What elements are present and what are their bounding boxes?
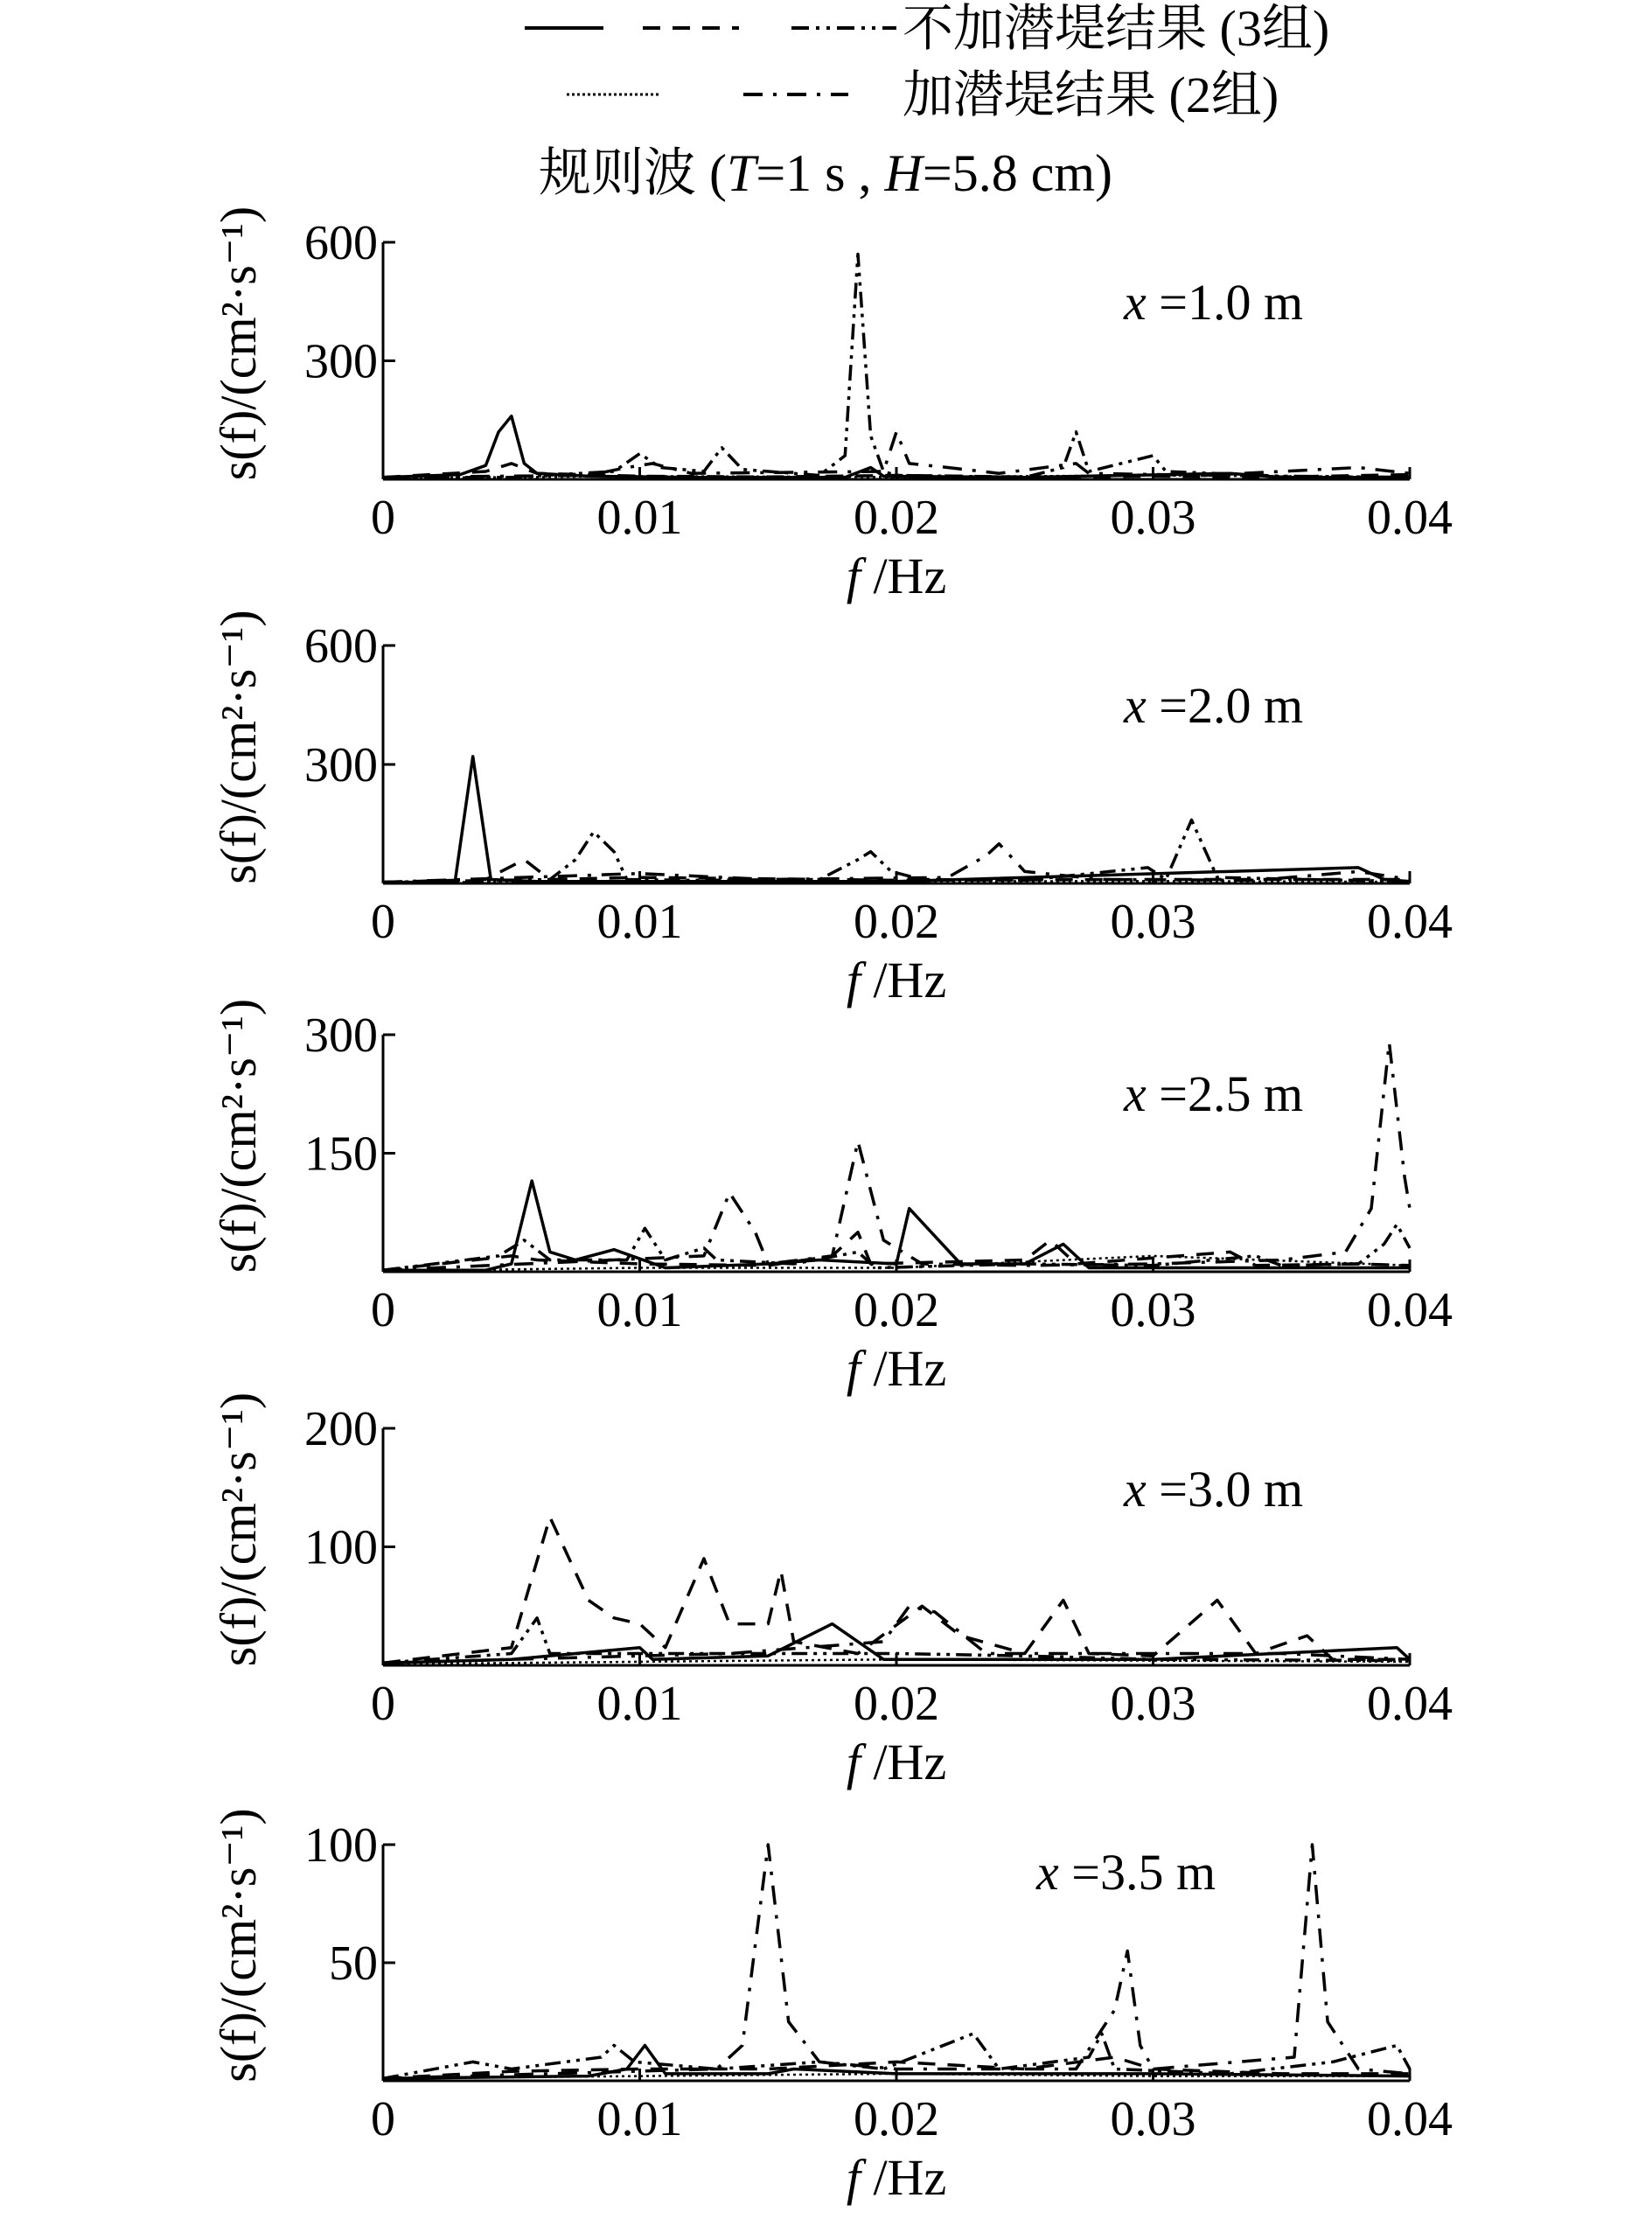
x-axis-unit: /Hz <box>860 952 947 1008</box>
series-line-dashed <box>383 1518 1410 1664</box>
y-axis-label: s(f)/(cm²·s⁻¹) <box>210 1808 267 2083</box>
x-tick-label: 0.03 <box>1110 2092 1196 2146</box>
series-line-dashdot <box>383 1845 1410 2078</box>
panel-position-var: x <box>1124 677 1147 734</box>
legend-label-group1: 不加潜堤结果 (3组) <box>903 0 1330 57</box>
legend <box>525 0 1329 123</box>
y-tick-label: 300 <box>304 738 378 792</box>
y-tick-label: 300 <box>304 334 378 389</box>
chart-panel-4 <box>210 1392 1453 1790</box>
x-tick-label: 0 <box>371 1283 395 1337</box>
chart-panel-1 <box>210 206 1453 604</box>
chart-panels <box>210 206 1453 2206</box>
panel-position-var: x <box>1124 1065 1147 1122</box>
y-tick-label: 600 <box>304 216 378 270</box>
y-axis-label: s(f)/(cm²·s⁻¹) <box>210 1392 267 1667</box>
x-tick-label: 0.02 <box>854 491 939 545</box>
x-axis-var: f <box>846 2149 861 2206</box>
panel-position-label <box>1123 274 1303 331</box>
y-tick-label: 600 <box>304 619 378 673</box>
y-tick-label: 50 <box>329 1936 378 1991</box>
chart-panel-3 <box>210 999 1453 1397</box>
y-axis-label: s(f)/(cm²·s⁻¹) <box>210 998 267 1273</box>
x-axis-label <box>847 1734 946 1790</box>
x-tick-label: 0.01 <box>596 1677 683 1731</box>
x-tick-label: 0.01 <box>596 1283 683 1337</box>
x-tick-label: 0.03 <box>1110 491 1196 545</box>
x-tick-label: 0.04 <box>1367 491 1453 545</box>
x-tick-label: 0.04 <box>1367 1283 1453 1337</box>
x-tick-label: 0.04 <box>1367 1677 1453 1731</box>
y-axis-label: s(f)/(cm²·s⁻¹) <box>210 206 267 481</box>
x-tick-label: 0.04 <box>1367 2092 1453 2146</box>
x-axis-var: f <box>846 952 861 1008</box>
x-tick-label: 0.03 <box>1110 895 1196 949</box>
x-tick-label: 0.03 <box>1110 1283 1196 1337</box>
subtitle-t-var: T <box>726 144 756 202</box>
y-axis-label: s(f)/(cm²·s⁻¹) <box>210 610 267 884</box>
panel-position-var: x <box>1036 1844 1059 1901</box>
x-axis-label <box>847 548 946 604</box>
x-tick-label: 0.02 <box>854 1283 939 1337</box>
y-tick-label: 150 <box>304 1127 378 1182</box>
panel-position-label <box>1035 1844 1216 1901</box>
subtitle-h-value: =5.8 cm) <box>922 144 1113 202</box>
x-tick-label: 0.03 <box>1110 1677 1196 1731</box>
chart-subtitle <box>539 144 1112 202</box>
x-axis-label <box>847 1340 946 1397</box>
x-tick-label: 0.01 <box>596 491 683 545</box>
panel-position-label <box>1123 1461 1303 1518</box>
x-axis-var: f <box>846 1340 861 1397</box>
panel-position-value: =2.5 m <box>1146 1065 1304 1122</box>
subtitle-t-value: =1 s , <box>756 144 885 202</box>
x-axis-unit: /Hz <box>860 548 947 604</box>
x-tick-label: 0 <box>371 2092 395 2146</box>
x-axis-unit: /Hz <box>860 2149 947 2206</box>
panel-position-value: =2.0 m <box>1146 677 1304 734</box>
x-tick-label: 0 <box>371 491 395 545</box>
panel-position-value: =3.0 m <box>1146 1461 1304 1518</box>
subtitle-h-var: H <box>884 144 923 202</box>
series-line-solid <box>383 757 1410 883</box>
x-tick-label: 0.01 <box>596 895 683 949</box>
panel-position-label <box>1123 1065 1303 1122</box>
x-axis-label <box>847 952 946 1008</box>
y-tick-label: 100 <box>304 1818 378 1873</box>
series-line-dashdotdot <box>383 820 1410 883</box>
x-tick-label: 0.01 <box>596 2092 683 2146</box>
x-tick-label: 0.04 <box>1367 895 1453 949</box>
panel-position-var: x <box>1124 1461 1147 1518</box>
x-axis-unit: /Hz <box>860 1340 947 1397</box>
subtitle-prefix: 规则波 ( <box>538 144 727 202</box>
chart-panel-2 <box>210 610 1453 1008</box>
x-tick-label: 0.02 <box>854 1677 939 1731</box>
y-tick-label: 300 <box>304 1008 378 1063</box>
chart-panel-5 <box>210 1808 1453 2206</box>
x-tick-label: 0 <box>371 1677 395 1731</box>
x-axis-unit: /Hz <box>860 1734 947 1790</box>
x-axis-var: f <box>846 548 861 604</box>
x-axis-label <box>847 2149 946 2206</box>
panel-position-label <box>1123 677 1303 734</box>
series-line-dashed <box>383 1232 1410 1270</box>
series-line-solid <box>383 1181 1410 1270</box>
y-tick-label: 200 <box>304 1402 378 1456</box>
panel-position-var: x <box>1124 274 1147 331</box>
x-tick-label: 0.02 <box>854 2092 939 2146</box>
y-tick-label: 100 <box>304 1520 378 1575</box>
x-tick-label: 0 <box>371 895 395 949</box>
legend-label-group2: 加潜堤结果 (2组) <box>903 66 1279 123</box>
panel-position-value: =1.0 m <box>1146 274 1304 331</box>
x-axis-var: f <box>846 1734 861 1790</box>
x-tick-label: 0.02 <box>854 895 939 949</box>
panel-position-value: =3.5 m <box>1058 1844 1216 1901</box>
